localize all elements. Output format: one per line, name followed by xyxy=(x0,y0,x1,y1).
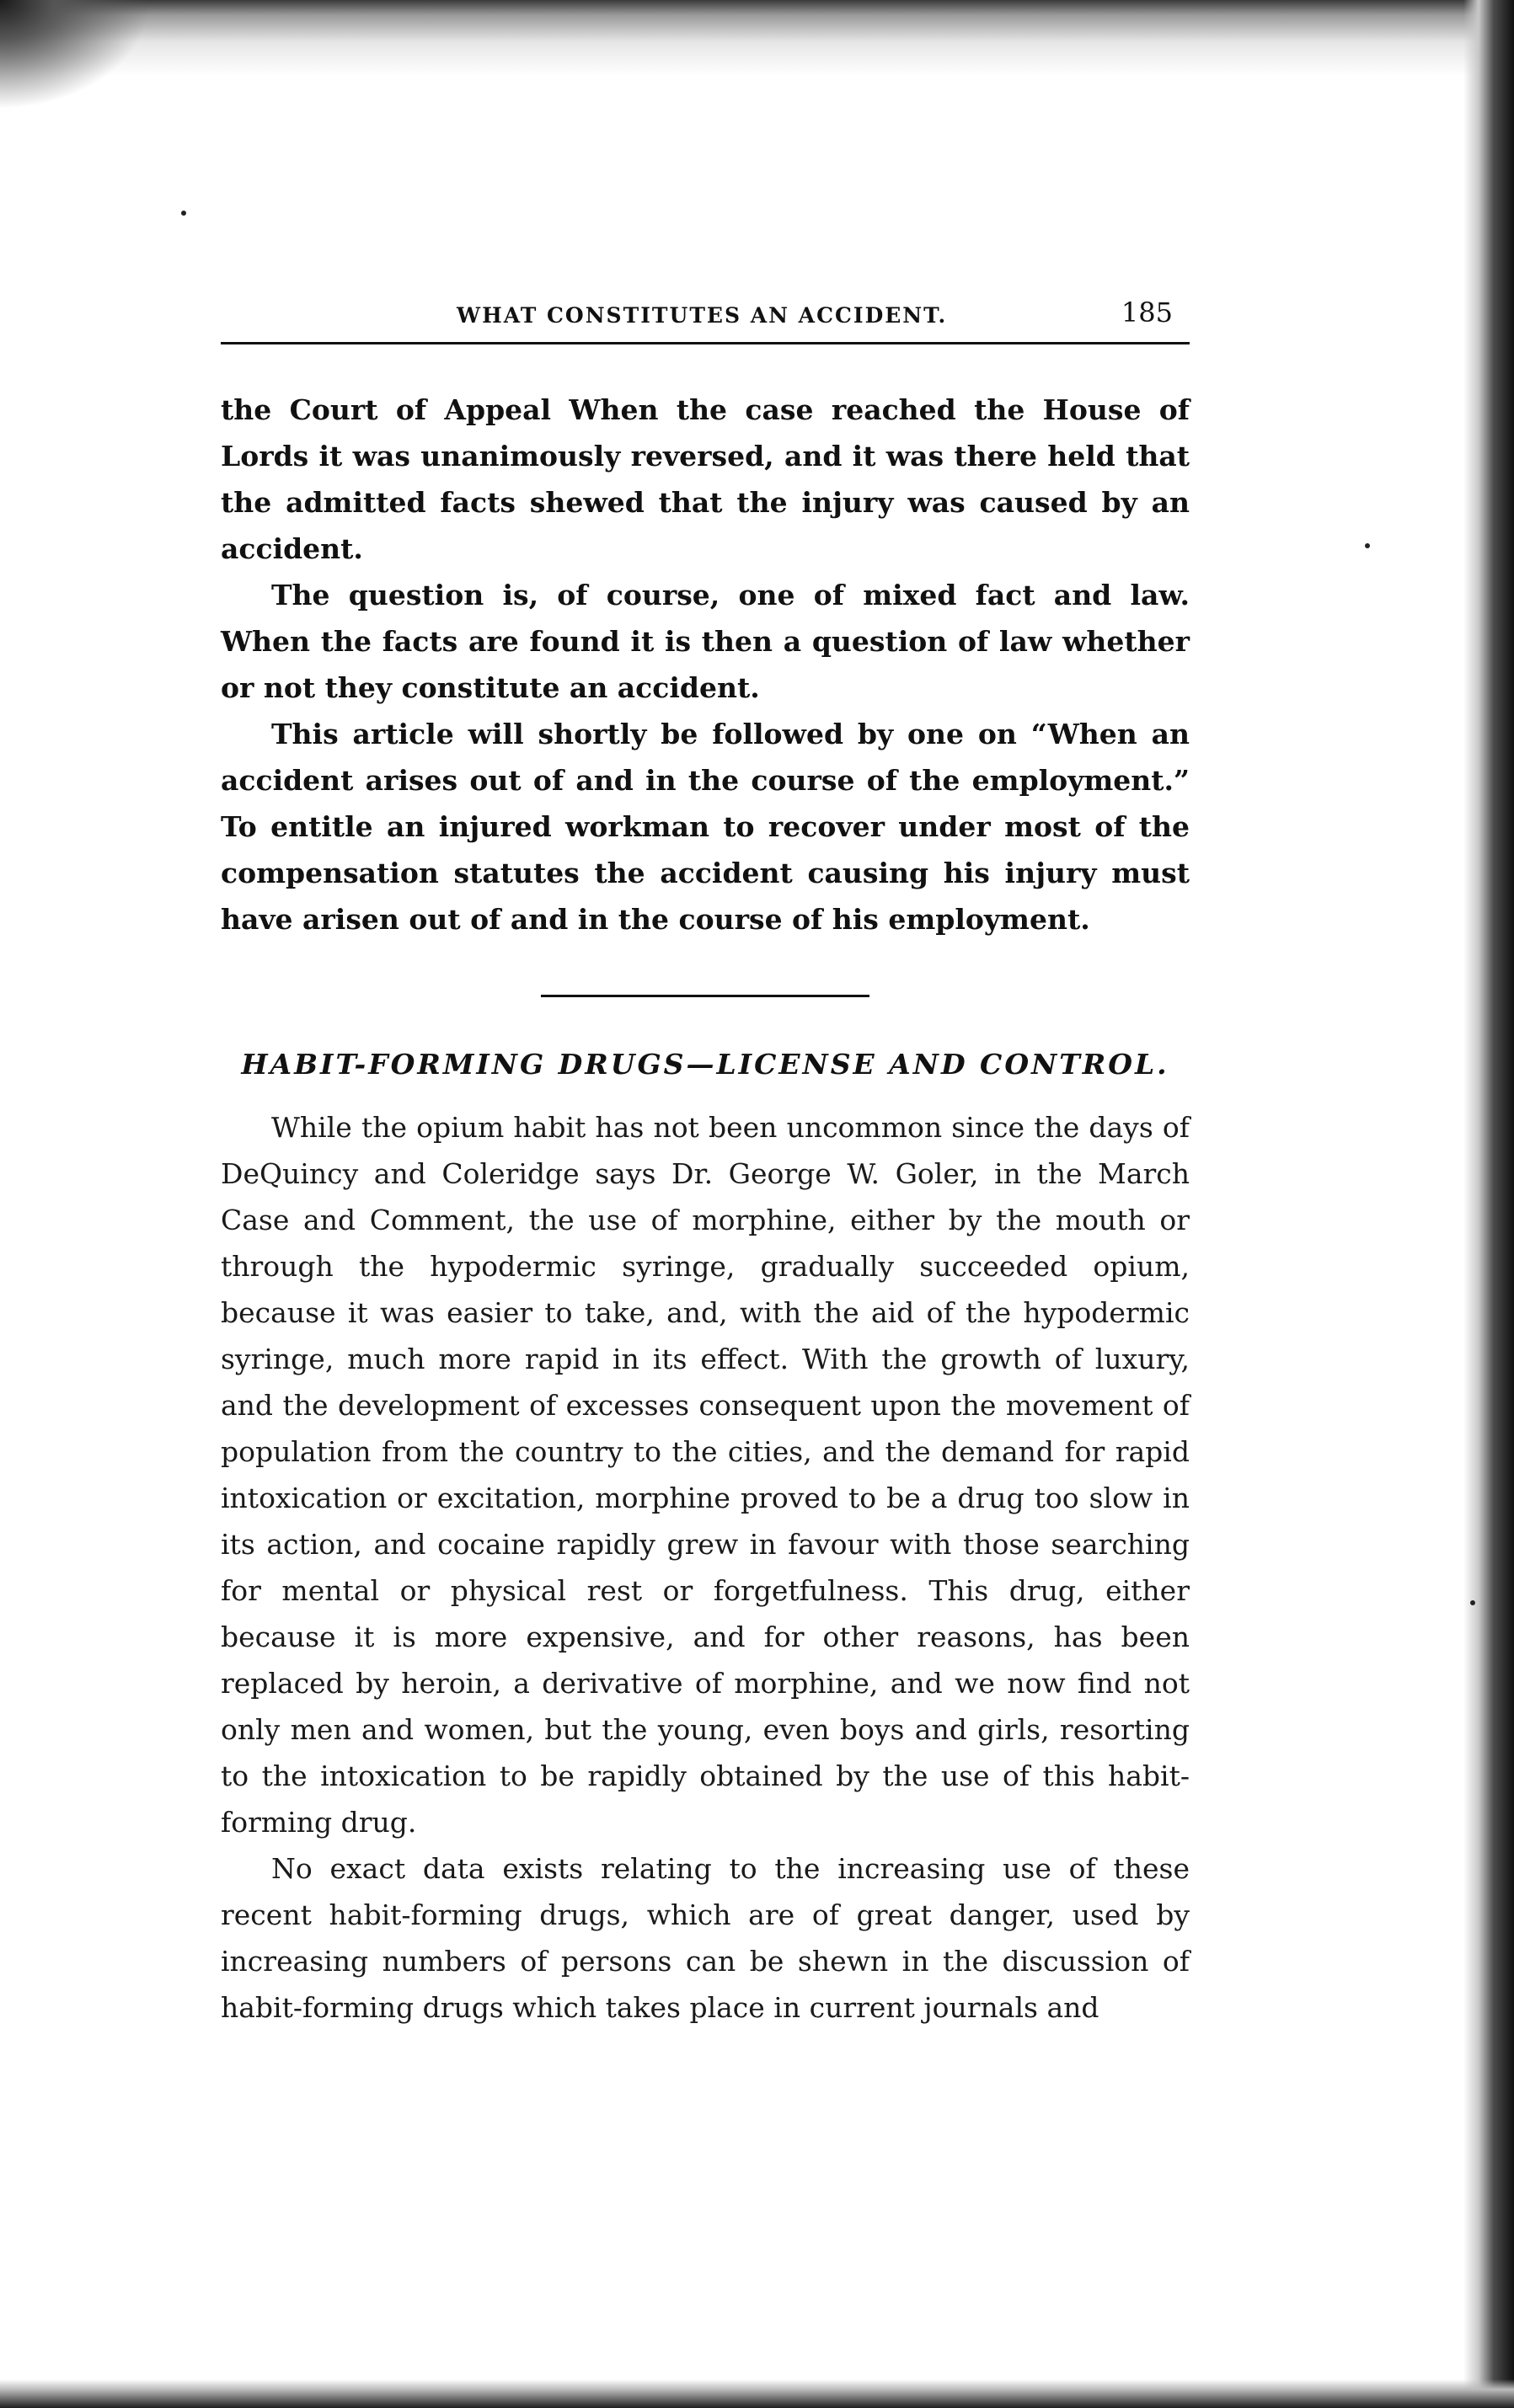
section-title: HABIT-FORMING DRUGS—LICENSE AND CONTROL. xyxy=(241,1048,1169,1081)
paragraph: While the opium habit has not been uncommon since the days of DeQuincy and Coleridge says Dr. George W. Goler, in the March Case and Comment, the use of morphine, either by the mouth or through the hypodermic syringe, gradually succeeded opium, because it was easier to take, and, with the aid of the hypodermic syringe, much more rapid in its effect. With the growth of luxury, and the development of excesses consequent upon the movement of population from the country to the cities, and the demand for rapid intoxication or excitation, morphine proved to be a drug too slow in its action, and cocaine rapidly grew in favour with those searching for mental or physical rest or forgetfulness. This drug, either because it is more expensive, and for other reasons, has been replaced by heroin, a derivative of morphine, and we now find not only men and women, but the young, even boys and girls, resorting to the intoxication to be rapidly obtained by the use of this habit-forming drug. xyxy=(221,1111,1190,1839)
section-body xyxy=(221,1104,1190,2031)
margin-speck xyxy=(1365,543,1370,548)
paragraph: The question is, of course, one of mixed fact and law. When the facts are found it is then a question of law whether or not they constitute an accident. xyxy=(221,579,1190,704)
book-page xyxy=(221,296,1190,2031)
paragraph: the Court of Appeal When the case reached the House of Lords it was unanimously reversed, and it was there held that the admitted facts shewed that the injury was caused by an accident. xyxy=(221,393,1190,565)
paragraph: This article will shortly be followed by one on “When an accident arises out of and in the course of the employment.” To entitle an injured workman to recover under most of the compensation statutes the accident causing his injury must have arisen out of and in the course of his employment. xyxy=(221,718,1190,936)
article-continuation xyxy=(221,387,1190,942)
margin-speck xyxy=(181,211,186,216)
running-title: WHAT CONSTITUTES AN ACCIDENT. xyxy=(457,303,948,328)
paragraph: No exact data exists relating to the increasing use of these recent habit-forming drugs, which are of great danger, used by increasing numbers of persons can be shewn in the discussion of habit-forming drugs which takes place in current journals and xyxy=(221,1852,1190,2024)
scan-shadow-corner xyxy=(0,0,152,109)
scan-shadow-top xyxy=(0,0,1514,76)
scan-edge-bottom xyxy=(0,2379,1514,2408)
page-number: 185 xyxy=(1121,296,1173,328)
scan-edge-right xyxy=(1463,0,1514,2408)
section-divider xyxy=(541,995,869,997)
margin-speck xyxy=(1470,1600,1475,1605)
running-head xyxy=(221,296,1190,344)
